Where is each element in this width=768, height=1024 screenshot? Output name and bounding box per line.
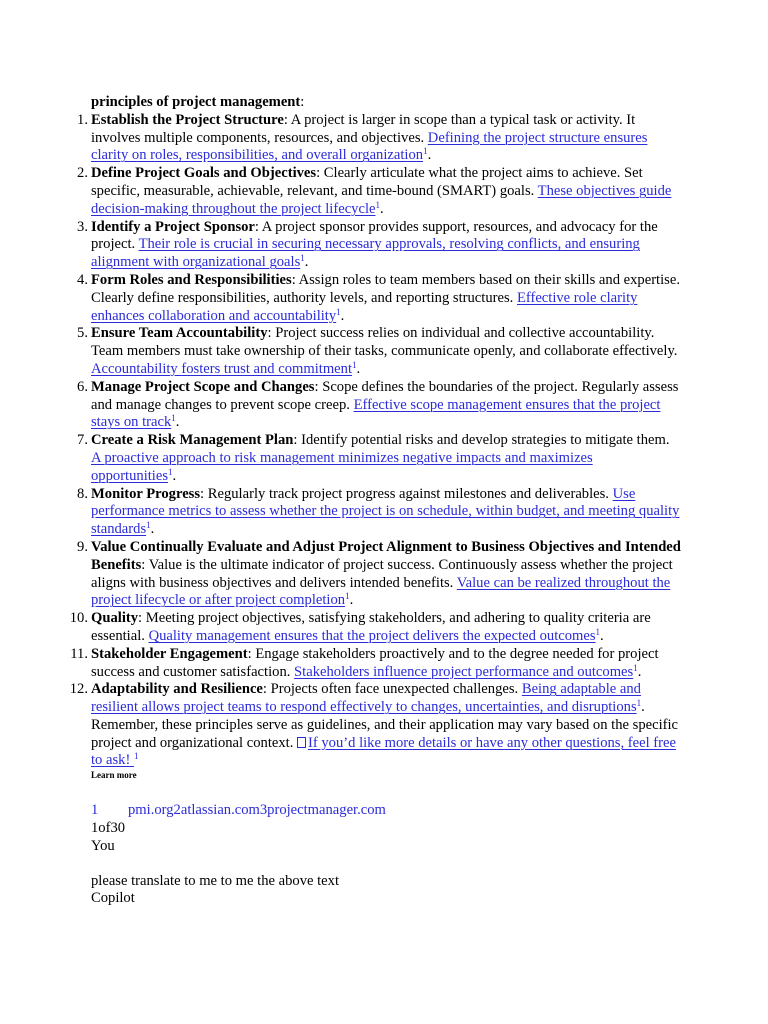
principle-title: Identify a Project Sponsor [91,218,255,235]
list-number: 3. [77,218,88,235]
list-item [77,378,681,432]
closing-paragraph [91,717,681,770]
principle-title: Establish the Project Structure [91,111,284,128]
citation-marker[interactable]: 1 [171,413,176,424]
citation-marker[interactable]: 1 [336,306,341,317]
list-item [77,538,681,610]
assistant-label: Copilot [91,890,135,907]
citation-link[interactable]: Value can be realized throughout the project lifecycle or after project completion [91,574,671,609]
user-label: You [91,837,115,854]
citation-marker[interactable]: 1 [168,466,173,477]
source-links[interactable]: pmi.org2atlassian.com3projectmanager.com [128,802,386,818]
principle-title: Ensure Team Accountability [91,325,268,342]
citation-marker[interactable]: 1 [146,520,151,531]
list-item [69,681,681,717]
principle-title: Manage Project Scope and Changes [91,378,315,395]
list-number: 12. [69,681,88,698]
principle-title: Create a Risk Management Plan [91,432,294,449]
principle-text: : Engage stakeholders proactively and to the degree needed for project success and customer satisfaction. [91,645,659,680]
principle-text: : Regularly track project progress against milestones and deliverables. [200,485,613,502]
list-number: 4. [77,271,88,288]
principle-text: : Value is the ultimate indicator of project success. Continuously assess whether the project aligns with business objectives and delivers intended benefits. [91,556,673,591]
principle-text: : Identify potential risks and develop strategies to mitigate them. [293,432,670,449]
intro-suffix: : [300,94,305,110]
principle-end: . [600,627,604,644]
principle-end: . [637,663,642,680]
citation-link[interactable]: Effective scope management ensures that the project stays on track [91,396,661,431]
follow-up-link[interactable]: If you’d like more details or have any other questions, feel free to ask! [91,734,676,769]
list-number: 2. [77,165,88,182]
citation-link[interactable]: Their role is crucial in securing necessary approvals, resolving conflicts, and ensuring alignment with organizational goals [91,236,640,271]
principle-text: : Projects often face unexpected challenges. [262,681,522,698]
list-item [70,645,681,682]
citation-link[interactable]: Accountability fosters trust and commitment [91,360,353,377]
chat-footer [91,820,681,908]
citation-marker[interactable]: 1 [423,146,428,157]
source-index: 1 [91,802,99,818]
citation-link[interactable]: Defining the project structure ensures clarity on roles, responsibilities, and overall organization [91,129,648,164]
citation-marker[interactable]: 1 [633,662,638,673]
intro-title: principles of project management [91,94,301,110]
sources-line [91,802,386,820]
list-item [69,610,681,646]
principle-end: . [150,521,155,538]
citation-link[interactable]: Quality management ensures that the project delivers the expected outcomes [148,627,596,644]
list-number: 10. [69,610,88,627]
response-counter: 1of30 [91,820,126,836]
citation-marker[interactable]: 1 [352,359,357,370]
intro-line [91,94,681,112]
list-number: 11. [70,645,88,662]
principle-end: . [641,699,645,716]
closing-text: Remember, these principles serve as guidelines, and their application may vary based on the specific project and organizational context. [91,716,679,751]
principle-title: Stakeholder Engagement [91,645,248,662]
citation-link[interactable]: Stakeholders influence project performance and outcomes [294,663,634,680]
citation-marker[interactable]: 1 [300,253,305,264]
citation-link[interactable]: Effective role clarity enhances collaboration and accountability [91,289,638,324]
list-item [77,432,681,485]
list-number: 7. [77,432,88,449]
list-item [77,271,681,325]
citation-marker[interactable]: 1 [375,199,380,210]
learn-more-label[interactable]: Learn more [91,770,137,781]
principle-end: . [380,200,384,217]
list-number: 5. [77,325,88,342]
list-number: 9. [77,538,88,555]
principle-title: Monitor Progress [91,485,201,502]
principle-end: . [304,254,309,271]
principle-text: : A project sponsor provides support, resources, and advocacy for the project. [91,218,658,253]
principle-end: . [172,467,177,484]
citation-link[interactable]: A proactive approach to risk management minimizes negative impacts and maximizes opportunities [91,449,593,484]
missing-glyph-icon [297,737,306,748]
principle-title: Form Roles and Responsibilities [91,271,292,288]
list-item [77,218,681,272]
principle-end: . [340,307,345,324]
principle-text: : Project success relies on individual and collective accountability. Team members must take ownership of their tasks, communicate openly, and collaborate effectively. [91,325,678,360]
principle-text: : Scope defines the boundaries of the project. Regularly assess and manage changes to prevent scope creep. [91,378,679,413]
principle-end: . [356,360,361,377]
principle-text: : A project is larger in scope than a typical task or activity. It involves multiple components, resources, and objectives. [91,111,636,146]
citation-marker[interactable]: 1 [595,626,601,637]
principle-title: Value Continually Evaluate and Adjust Project Alignment to Business Objectives and Intended Benefits [91,538,681,573]
principle-text: : Meeting project objectives, satisfying stakeholders, and adhering to quality criteria are essential. [91,610,651,644]
list-item [77,485,681,539]
citation-link[interactable]: These objectives guide decision-making throughout the project lifecycle [91,182,672,217]
user-message: please translate to me to me the above text [91,872,340,889]
principle-title: Define Project Goals and Objectives [91,165,317,182]
list-number: 6. [77,378,88,395]
principles-list [69,111,681,717]
citation-link[interactable]: Use performance metrics to assess whether the project is on schedule, within budget, and meeting quality standards [91,485,680,538]
principle-text: : Clearly articulate what the project aims to achieve. Set specific, measurable, achievable, relevant, and time-bound (SMART) goals. [91,165,643,199]
principle-title: Quality [91,610,139,627]
principle-text: : Assign roles to team members based on their skills and expertise. Clearly define responsibilities, authority levels, and reporting structures. [91,271,680,306]
principle-end: . [349,592,354,609]
copilot-response [69,94,681,781]
citation-marker[interactable]: 1 [345,591,350,602]
list-item [77,165,681,218]
list-number: 1. [77,111,88,128]
citation-marker[interactable]: 1 [636,698,642,709]
principle-title: Adaptability and Resilience [91,681,263,698]
citation-marker[interactable]: 1 [133,751,139,762]
list-item [77,111,681,165]
list-number: 8. [77,485,88,502]
citation-link[interactable]: Being adaptable and resilient allows project teams to respond effectively to changes, uncertainties, and disruptions [91,681,641,716]
principle-end: . [427,147,432,164]
spacer [91,856,681,873]
principle-end: . [175,414,180,431]
list-item [77,325,681,378]
